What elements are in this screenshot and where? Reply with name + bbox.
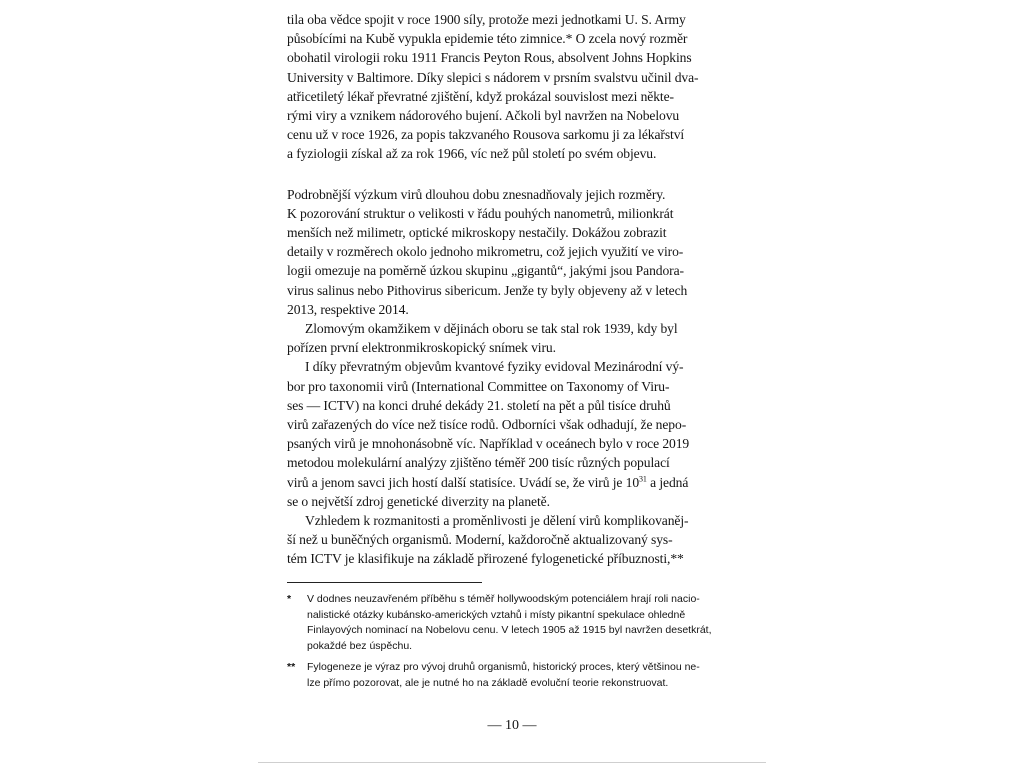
exponent: 31	[639, 474, 647, 484]
footnote-line: pokaždé bez úspěchu.	[307, 639, 413, 652]
text-line: pořízen první elektronmikroskopický snímek viru.	[287, 340, 556, 356]
text-line: rými viry a vznikem nádorového bujení. Ačkoli byl navržen na Nobelovu	[287, 108, 680, 124]
text-line: působícími na Kubě vypukla epidemie této zimnice.* O zcela nový rozměr	[287, 31, 688, 47]
text-line: bor pro taxonomii virů (International Committee on Taxonomy of Viru-	[287, 378, 670, 394]
text-line: Podrobnější výzkum virů dlouhou dobu znesnadňovaly jejich rozměry.	[287, 186, 666, 202]
text-line: ší než u buněčných organismů. Moderní, každoročně aktualizovaný sys-	[287, 532, 673, 548]
text-line: atřicetiletý lékař převratné zjištění, když prokázal souvislost mezi někte-	[287, 88, 674, 104]
paragraph-4	[287, 357, 742, 511]
footnote-2	[287, 660, 742, 691]
text-segment: a jedná	[646, 474, 689, 490]
paragraph-1	[287, 10, 742, 164]
text-line: tila oba vědce spojit v roce 1900 síly, protože mezi jednotkami U. S. Army	[287, 12, 686, 27]
text-segment: virů a jenom savci jich hostí další statisíce. Uvádí se, že virů je 10	[287, 474, 640, 490]
paragraph-2	[287, 185, 742, 319]
text-line: se o největší zdroj genetické diverzity na planetě.	[287, 493, 550, 509]
text-line: ses — ICTV) na konci druhé dekády 21. století na pět a půl tisíce druhů	[287, 397, 671, 413]
text-line: a fyziologii získal až za rok 1966, víc než půl století po svém objevu.	[287, 146, 657, 162]
footnotes	[287, 592, 742, 697]
text-line: 2013, respektive 2014.	[287, 301, 409, 317]
footnote-line: nalistické otázky kubánsko-amerických vztahů i místy pikantní spekulace ohledně	[307, 608, 686, 621]
paragraph-5	[287, 511, 742, 569]
text-line: University v Baltimore. Díky slepici s nádorem v prsním svalstvu učinil dva-	[287, 69, 699, 85]
text-line: Zlomovým okamžikem v dějinách oboru se tak stal rok 1939, kdy byl	[305, 321, 678, 337]
paragraph-3	[287, 319, 742, 357]
footnote-1	[287, 592, 742, 654]
footnote-line: Fylogeneze je výraz pro vývoj druhů organismů, historický proces, který většinou ne-	[307, 661, 700, 673]
text-line: cenu už v roce 1926, za popis takzvaného Rousova sarkomu ji za lékařství	[287, 127, 685, 143]
text-line: virů zařazených do více než tisíce rodů. Odborníci však odhadují, že nepo-	[287, 417, 687, 433]
text-line: Vzhledem k rozmanitosti a proměnlivosti je dělení virů komplikovaněj-	[305, 513, 689, 529]
text-line: psaných virů je mnohonásobně víc. Například v oceánech bylo v roce 2019	[287, 436, 690, 452]
paragraph-gap	[287, 164, 742, 185]
text-line: I díky převratným objevům kvantové fyziky evidoval Mezinárodní vý-	[305, 359, 684, 375]
footnote-mark: *	[287, 593, 292, 605]
main-text	[287, 10, 742, 569]
footnote-mark: **	[287, 661, 296, 673]
scan-edge-line	[258, 762, 766, 763]
footnote-divider	[287, 582, 482, 583]
footnote-line: V dodnes neuzavřeném příběhu s téměř hollywoodským potenciálem hrají roli nacio-	[307, 593, 700, 605]
text-line: menších než milimetr, optické mikroskopy nestačily. Dokážou zobrazit	[287, 225, 667, 241]
text-line: metodou molekulární analýzy zjištěno téměř 200 tisíc různých populací	[287, 455, 670, 471]
text-line: virus salinus nebo Pithovirus sibericum. Jenže ty byly objeveny až v letech	[287, 282, 688, 298]
text-line-with-exponent	[287, 473, 742, 492]
text-line: logii omezuje na poměrně úzkou skupinu „gigantů“, jakými jsou Pandora-	[287, 263, 684, 279]
text-line: tém ICTV je klasifikuje na základě přirozené fylogenetické příbuznosti,**	[287, 551, 684, 567]
text-line: K pozorování struktur o velikosti v řádu pouhých nanometrů, milionkrát	[287, 205, 674, 221]
page-number: — 10 —	[487, 718, 537, 733]
footnote-line: lze přímo pozorovat, ale je nutné ho na základě evoluční teorie rekonstruovat.	[307, 676, 669, 689]
text-line: obohatil virologii roku 1911 Francis Peyton Rous, absolvent Johns Hopkins	[287, 50, 692, 66]
text-line: detaily v rozměrech okolo jednoho mikrometru, což jejich využití ve viro-	[287, 244, 684, 260]
footnote-line: Finlayových nominací na Nobelovu cenu. V letech 1905 až 1915 byl navržen desetkrát,	[307, 624, 712, 636]
